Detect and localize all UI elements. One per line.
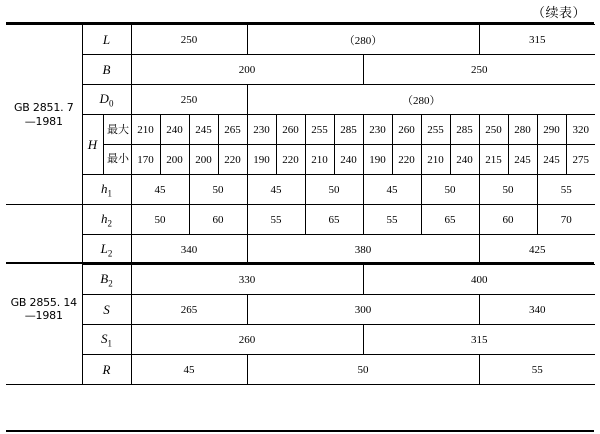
cell-Hmin-12: 240 [450, 145, 479, 175]
cell-h1-7: 50 [479, 175, 537, 205]
cell-D0-2: （280） [247, 85, 595, 115]
cell-L2-1: 340 [131, 235, 247, 265]
cell-S-3: 340 [479, 295, 595, 325]
row-symbol-H: H 最大 最小 [82, 115, 131, 175]
cell-Hmin-10: 220 [392, 145, 421, 175]
group-label-1 [6, 25, 82, 205]
group-label-1-line2: —1981 [24, 114, 63, 128]
cell-Hmin-9: 190 [363, 145, 392, 175]
cell-Hmax-14: 280 [508, 115, 537, 145]
cell-Hmax-2: 240 [160, 115, 189, 145]
table-row [6, 205, 595, 235]
row-symbol-S: S [82, 295, 131, 325]
cell-h1-3: 45 [247, 175, 305, 205]
cell-B-1: 200 [131, 55, 363, 85]
spec-table [6, 24, 595, 385]
cell-Hmin-8: 240 [334, 145, 363, 175]
cell-S-1: 265 [131, 295, 247, 325]
cell-R-1: 45 [131, 355, 247, 385]
cell-B2-1: 330 [131, 265, 363, 295]
cell-S-2: 300 [247, 295, 479, 325]
cell-Hmax-5: 230 [247, 115, 276, 145]
table-row [6, 25, 595, 55]
cell-S1-1: 260 [131, 325, 363, 355]
cell-Hmax-13: 250 [479, 115, 508, 145]
group-label-1-line1: GB 2851. 7 [13, 100, 74, 114]
row-symbol-R: R [82, 355, 131, 385]
cell-h2-1: 50 [131, 205, 189, 235]
cell-h1-4: 50 [305, 175, 363, 205]
cell-Hmin-2: 200 [160, 145, 189, 175]
row-symbol-S1: $S_1$ [82, 325, 131, 355]
cell-h2-8: 70 [537, 205, 595, 235]
row-symbol-h2: $h_2$ [82, 205, 131, 235]
cell-Hmin-15: 245 [537, 145, 566, 175]
cell-Hmax-15: 290 [537, 115, 566, 145]
h-min-label: 最小 [107, 152, 129, 165]
cell-Hmax-12: 285 [450, 115, 479, 145]
cell-B2-2: 400 [363, 265, 595, 295]
cell-Hmax-10: 260 [392, 115, 421, 145]
cell-D0-1: 250 [131, 85, 247, 115]
continued-label: （续表） [531, 6, 586, 21]
cell-Hmin-5: 190 [247, 145, 276, 175]
group-label-2-line2: —1981 [24, 309, 63, 323]
cell-h1-6: 50 [421, 175, 479, 205]
cell-Hmin-7: 210 [305, 145, 334, 175]
table-row [6, 295, 595, 325]
cell-Hmax-6: 260 [276, 115, 305, 145]
cell-L-3: 315 [479, 25, 595, 55]
cell-B-2: 250 [363, 55, 595, 85]
cell-Hmin-16: 275 [566, 145, 595, 175]
table-row [6, 265, 595, 295]
cell-h2-2: 60 [189, 205, 247, 235]
cell-h2-6: 65 [421, 205, 479, 235]
cell-h2-5: 55 [363, 205, 421, 235]
cell-Hmin-1: 170 [131, 145, 160, 175]
cell-L-1: 250 [131, 25, 247, 55]
table-row [6, 115, 595, 145]
cell-S1-2: 315 [363, 325, 595, 355]
group-label-2-line1: GB 2855. 14 [10, 295, 77, 309]
cell-R-3: 55 [479, 355, 595, 385]
table-row [6, 355, 595, 385]
row-symbol-L: L [82, 25, 131, 55]
cell-L2-2: 380 [247, 235, 479, 265]
cell-h2-7: 60 [479, 205, 537, 235]
table-row [6, 85, 595, 115]
table-row [6, 325, 595, 355]
cell-Hmax-4: 265 [218, 115, 247, 145]
cell-Hmax-16: 320 [566, 115, 595, 145]
cell-h2-4: 65 [305, 205, 363, 235]
row-symbol-B: B [82, 55, 131, 85]
row-symbol-L2: $L_2$ [82, 235, 131, 265]
cell-Hmin-11: 210 [421, 145, 450, 175]
cell-h1-8: 55 [537, 175, 595, 205]
table-row [6, 175, 595, 205]
cell-L2-3: 425 [479, 235, 595, 265]
row-symbol-h1: $h_1$ [82, 175, 131, 205]
cell-h1-2: 50 [189, 175, 247, 205]
cell-Hmin-4: 220 [218, 145, 247, 175]
cell-L-2: （280） [247, 25, 479, 55]
cell-R-2: 50 [247, 355, 479, 385]
h-max-label: 最大 [104, 116, 133, 145]
table-bottom-rule [6, 430, 594, 432]
cell-Hmin-6: 220 [276, 145, 305, 175]
cell-Hmax-3: 245 [189, 115, 218, 145]
cell-h1-1: 45 [131, 175, 189, 205]
cell-h1-5: 45 [363, 175, 421, 205]
cell-Hmin-3: 200 [189, 145, 218, 175]
cell-Hmax-7: 255 [305, 115, 334, 145]
cell-h2-3: 55 [247, 205, 305, 235]
group-label-2 [6, 235, 82, 385]
table-row [6, 235, 595, 265]
cell-Hmax-11: 255 [421, 115, 450, 145]
table-row [6, 55, 595, 85]
cell-Hmin-13: 215 [479, 145, 508, 175]
cell-Hmin-14: 245 [508, 145, 537, 175]
cell-Hmax-9: 230 [363, 115, 392, 145]
cell-Hmax-8: 285 [334, 115, 363, 145]
cell-Hmax-1: 210 [131, 115, 160, 145]
row-symbol-D0: $D_0$ [82, 85, 131, 115]
row-symbol-B2: $B_2$ [82, 265, 131, 295]
